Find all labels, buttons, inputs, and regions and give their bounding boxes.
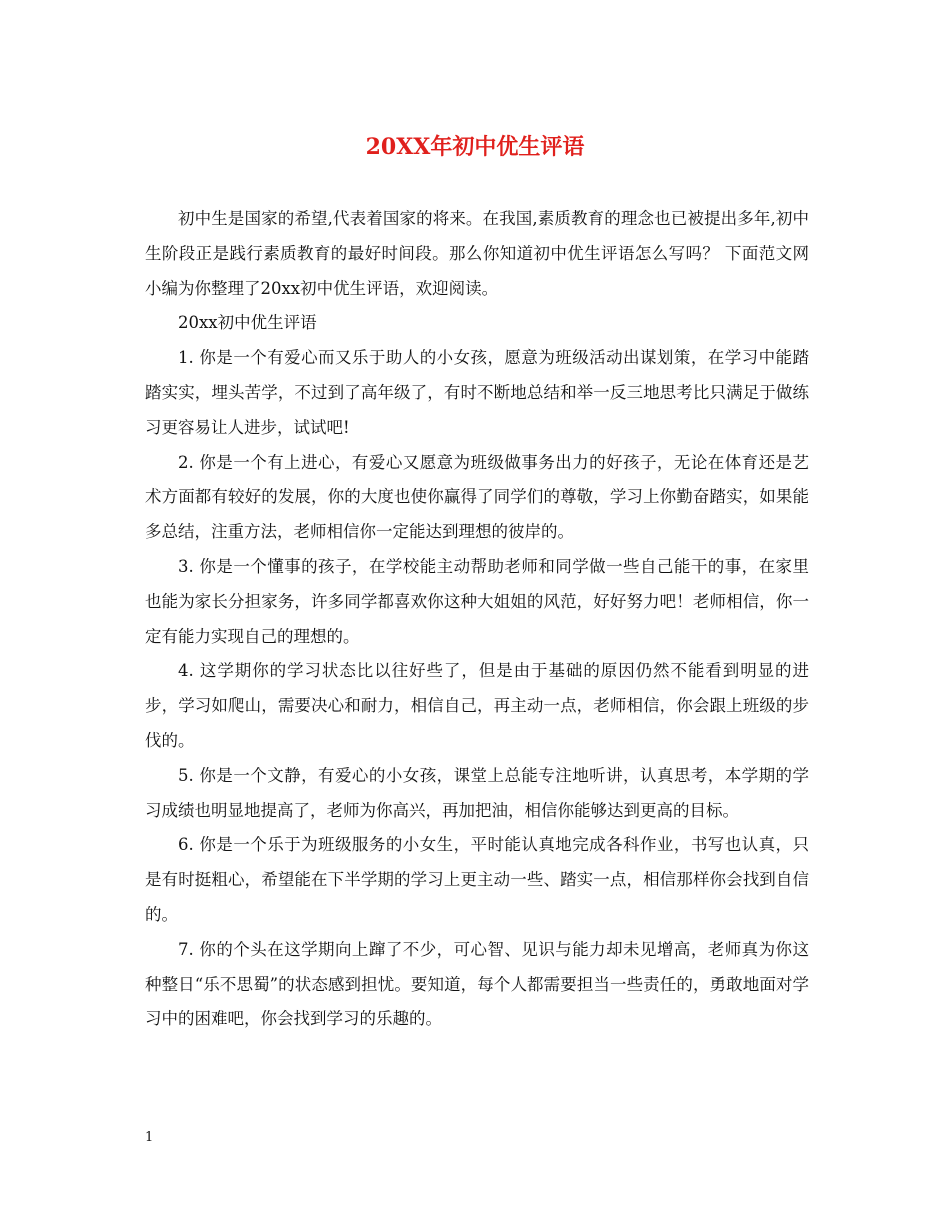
comment-item-4: 4. 这学期你的学习状态比以往好些了，但是由于基础的原因仍然不能看到明显的进步，学习如爬山，需要决心和耐力，相信自己，再主动一点，老师相信，你会跟上班级的步伐的。: [145, 661, 809, 750]
document-body: [145, 202, 809, 1037]
comment-item-3: 3. 你是一个懂事的孩子，在学校能主动帮助老师和同学做一些自己能干的事，在家里也能为家长分担家务，许多同学都喜欢你这种大姐姐的风范，好好努力吧！老师相信，你一定有能力实现自己的理想的。: [145, 556, 809, 646]
section-heading: 20xx初中优生评语: [178, 313, 317, 333]
intro-paragraph: 初中生是国家的希望,代表着国家的将来。在我国,素质教育的理念也已被提出多年,初中生阶段正是践行素质教育的最好时间段。那么你知道初中优生评语怎么写吗？ 下面范文网小编为你整理了20xx初中优生评语，欢迎阅读。: [145, 209, 809, 298]
comment-item-2: 2. 你是一个有上进心，有爱心又愿意为班级做事务出力的好孩子，无论在体育还是艺术方面都有较好的发展，你的大度也使你赢得了同学们的尊敬，学习上你勤奋踏实，如果能多总结，注重方法，老师相信你一定能达到理想的彼岸的。: [145, 452, 809, 542]
comment-item-7: 7. 你的个头在这学期向上蹿了不少，可心智、见识与能力却未见增高，老师真为你这种整日“乐不思蜀”的状态感到担忧。要知道，每个人都需要担当一些责任的，勇敢地面对学习中的困难吧，你会找到学习的乐趣的。: [145, 939, 809, 1029]
page-title: 20XX年初中优生评语: [365, 134, 585, 160]
page-number: 1: [145, 1130, 154, 1145]
comment-item-6: 6. 你是一个乐于为班级服务的小女生，平时能认真地完成各科作业，书写也认真，只是有时挺粗心，希望能在下半学期的学习上更主动一些、踏实一点，相信那样你会找到自信的。: [145, 835, 809, 924]
comment-item-5: 5. 你是一个文静，有爱心的小女孩，课堂上总能专注地听讲，认真思考，本学期的学习成绩也明显地提高了，老师为你高兴，再加把油，相信你能够达到更高的目标。: [145, 765, 809, 820]
comment-item-1: 1. 你是一个有爱心而又乐于助人的小女孩，愿意为班级活动出谋划策，在学习中能踏踏实实，埋头苦学，不过到了高年级了，有时不断地总结和举一反三地思考比只满足于做练习更容易让人进步，试试吧!: [145, 348, 809, 437]
